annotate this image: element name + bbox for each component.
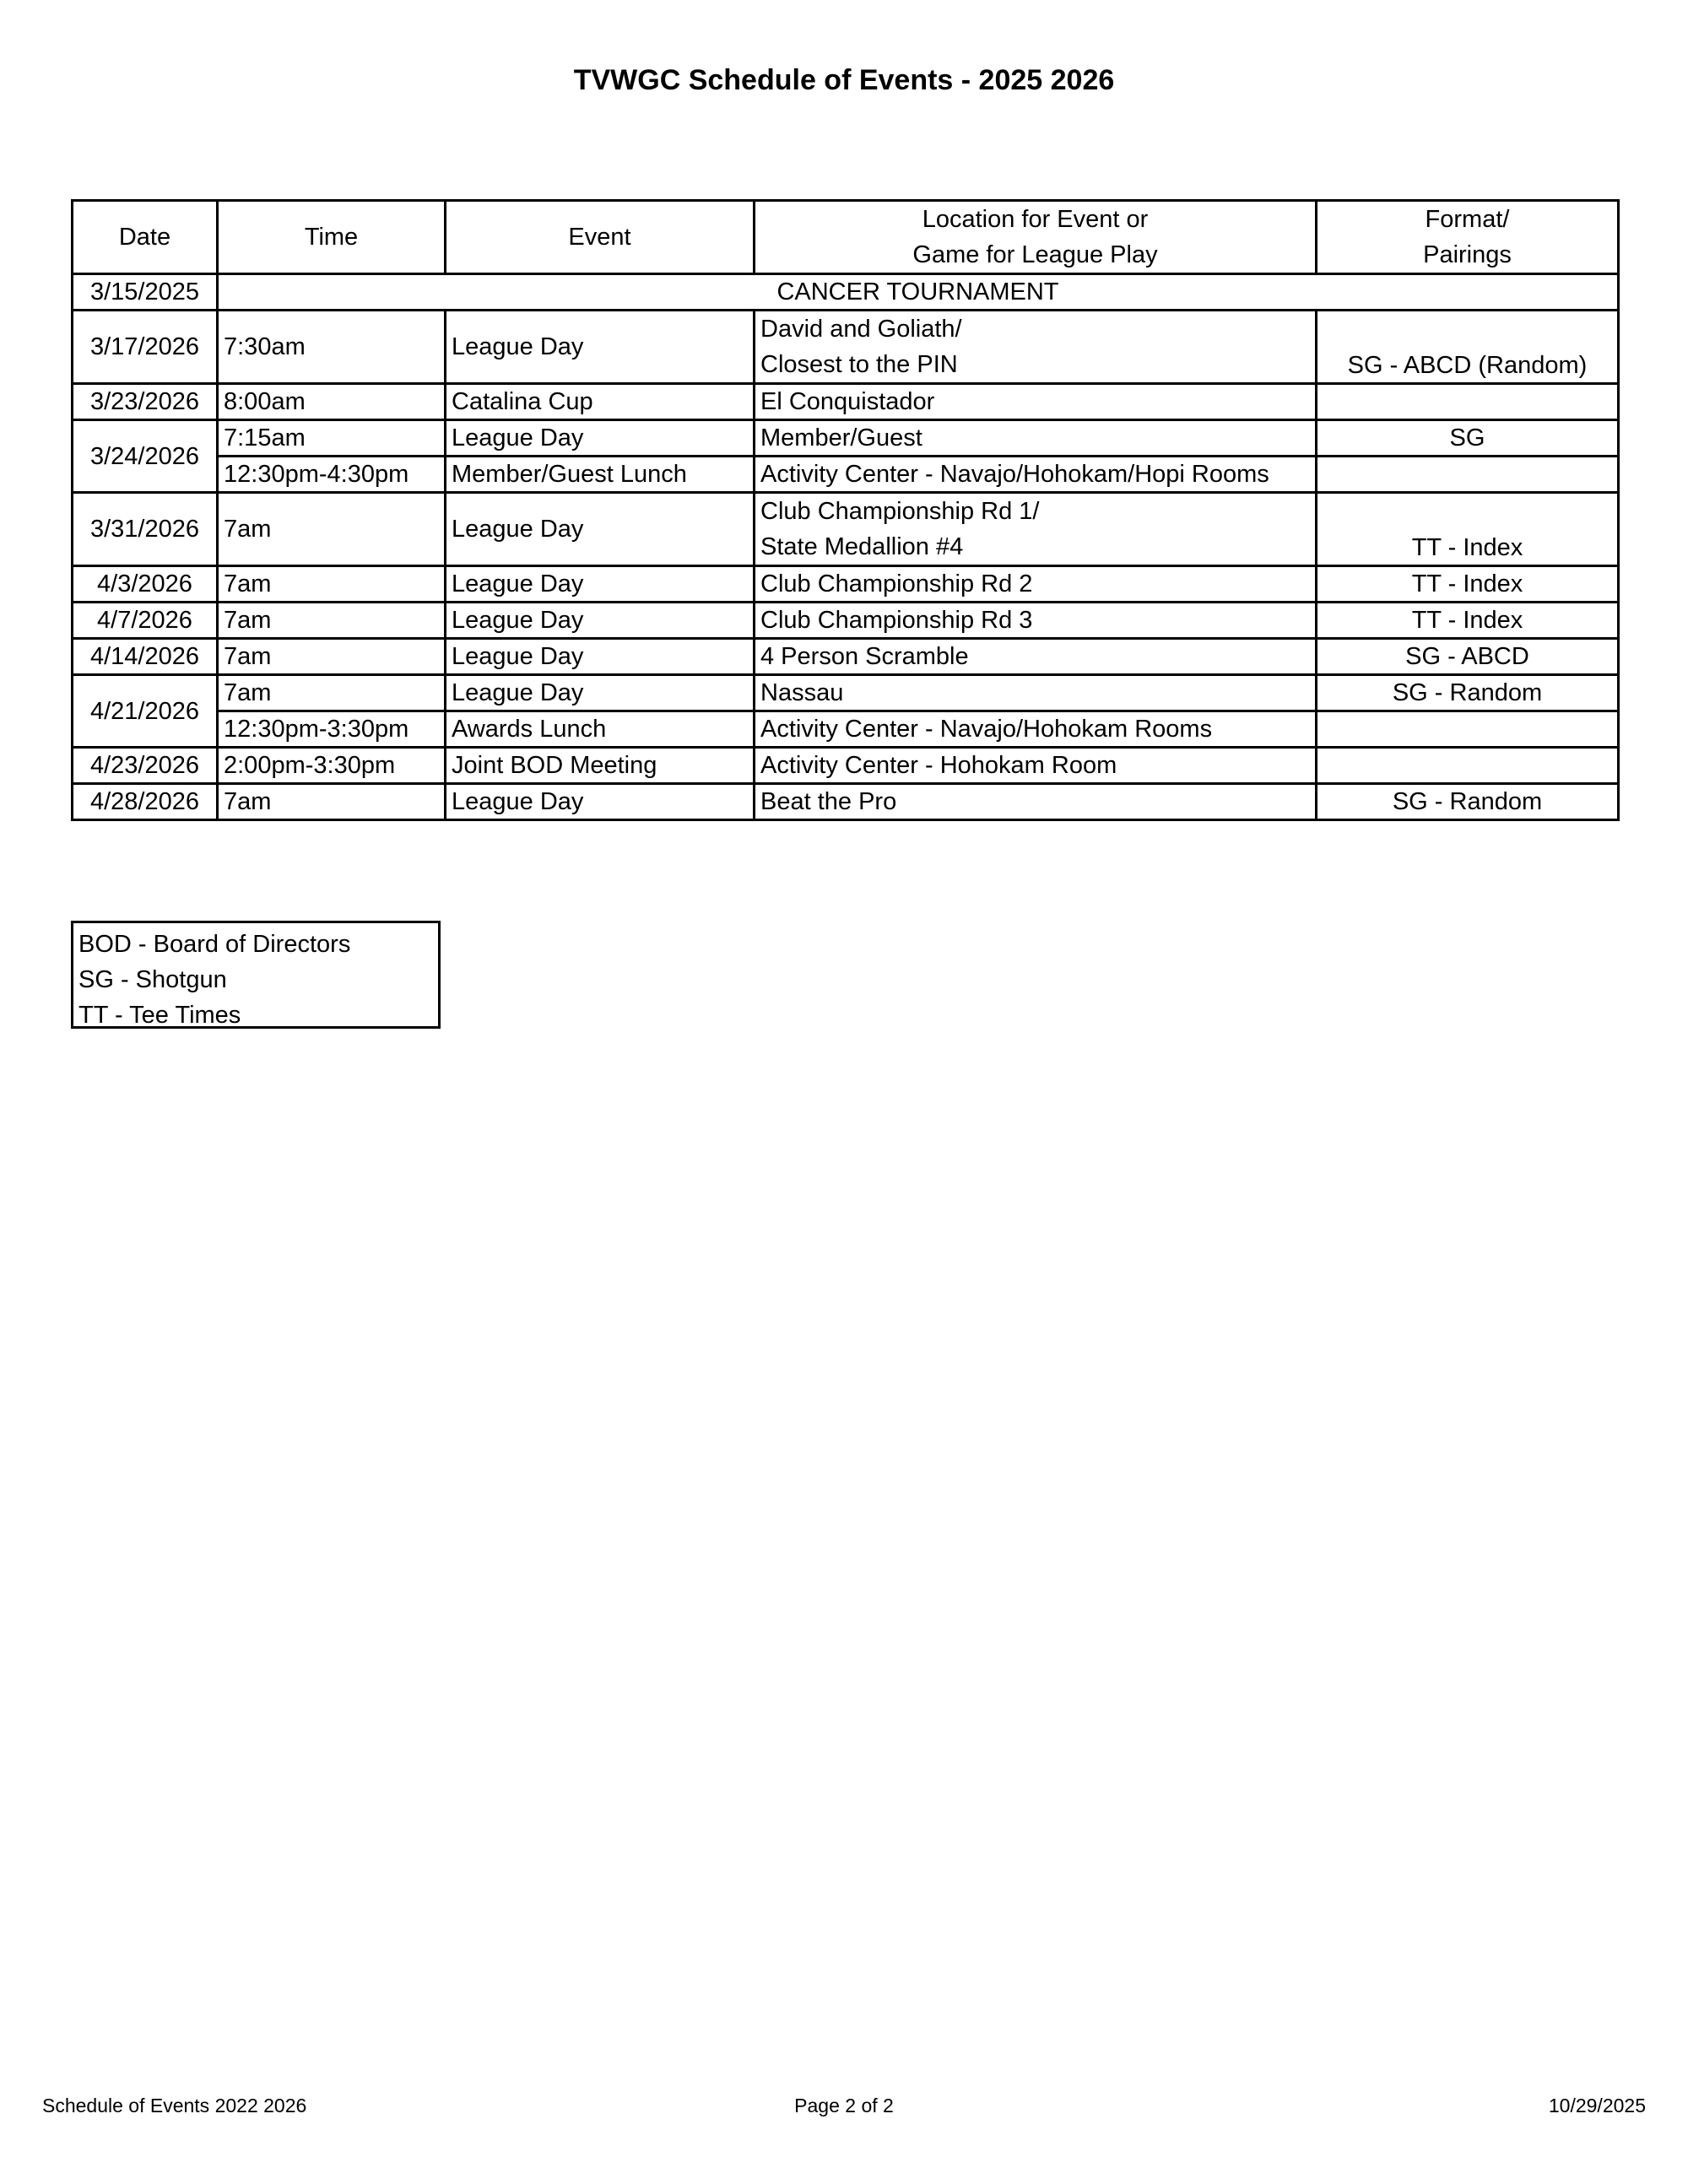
cell-format [1317, 711, 1619, 748]
legend-item: BOD - Board of Directors [78, 931, 351, 958]
table-row [73, 420, 1619, 457]
cell-event: League Day [446, 493, 755, 566]
cell-event: League Day [446, 603, 755, 639]
table-row [73, 311, 1619, 384]
cell-format: SG - Random [1317, 675, 1619, 711]
cell-format [1317, 457, 1619, 493]
cell-format: TT - Index [1317, 603, 1619, 639]
cell-time: 12:30pm-3:30pm [218, 711, 446, 748]
cell-format: SG - ABCD [1317, 639, 1619, 675]
cell-location-line-2: Closest to the PIN [760, 351, 958, 378]
header-time: Time [218, 201, 446, 274]
header-format [1317, 201, 1619, 274]
cell-format [1317, 384, 1619, 420]
legend-item: TT - Tee Times [78, 1002, 241, 1029]
cell-location: El Conquistador [755, 384, 1317, 420]
schedule-table [71, 199, 1620, 821]
table-row [73, 784, 1619, 820]
cell-time: 7am [218, 603, 446, 639]
cell-banner-event: CANCER TOURNAMENT [218, 274, 1619, 311]
cell-date: 3/17/2026 [73, 311, 218, 384]
table-row [73, 639, 1619, 675]
cell-time: 7:30am [218, 311, 446, 384]
cell-location: Activity Center - Navajo/Hohokam Rooms [755, 711, 1317, 748]
cell-event: Joint BOD Meeting [446, 748, 755, 784]
cell-time: 2:00pm-3:30pm [218, 748, 446, 784]
cell-time: 7am [218, 639, 446, 675]
cell-date: 4/7/2026 [73, 603, 218, 639]
header-location-line-1: Location for Event or [922, 206, 1149, 233]
cell-location [755, 493, 1317, 566]
table-row [73, 457, 1619, 493]
cell-format: TT - Index [1317, 493, 1619, 566]
footer-date: 10/29/2025 [1548, 2095, 1646, 2116]
header-date: Date [73, 201, 218, 274]
cell-location: Nassau [755, 675, 1317, 711]
cell-time: 7am [218, 675, 446, 711]
cell-location: Activity Center - Navajo/Hohokam/Hopi Rooms [755, 457, 1317, 493]
cell-date: 4/3/2026 [73, 566, 218, 603]
cell-date: 3/24/2026 [73, 420, 218, 493]
cell-location: Activity Center - Hohokam Room [755, 748, 1317, 784]
cell-location [755, 311, 1317, 384]
cell-time: 12:30pm-4:30pm [218, 457, 446, 493]
footer-document-name: Schedule of Events 2022 2026 [42, 2095, 307, 2116]
table-row [73, 603, 1619, 639]
cell-date: 3/31/2026 [73, 493, 218, 566]
legend-item: SG - Shotgun [78, 966, 227, 993]
cell-date: 3/15/2025 [73, 274, 218, 311]
cell-event: League Day [446, 420, 755, 457]
abbreviation-legend [71, 921, 441, 1029]
cell-format: SG - ABCD (Random) [1317, 311, 1619, 384]
cell-location: Beat the Pro [755, 784, 1317, 820]
cell-location-line-1: Club Championship Rd 1/ [760, 498, 1040, 525]
table-row [73, 274, 1619, 311]
header-format-line-2: Pairings [1423, 241, 1512, 268]
cell-event: League Day [446, 311, 755, 384]
table-row [73, 493, 1619, 566]
table-row [73, 566, 1619, 603]
cell-location: Club Championship Rd 2 [755, 566, 1317, 603]
footer-page-number: Page 2 of 2 [794, 2095, 894, 2116]
cell-location: Club Championship Rd 3 [755, 603, 1317, 639]
header-event: Event [446, 201, 755, 274]
cell-time: 7am [218, 566, 446, 603]
page-title: TVWGC Schedule of Events - 2025 2026 [573, 64, 1115, 96]
cell-location: Member/Guest [755, 420, 1317, 457]
cell-event: League Day [446, 675, 755, 711]
cell-location-line-1: David and Goliath/ [760, 316, 962, 343]
cell-date: 4/14/2026 [73, 639, 218, 675]
table-header-row [73, 201, 1619, 274]
cell-time: 7:15am [218, 420, 446, 457]
cell-date: 4/23/2026 [73, 748, 218, 784]
cell-date: 3/23/2026 [73, 384, 218, 420]
table-row [73, 675, 1619, 711]
cell-format [1317, 748, 1619, 784]
table-row [73, 384, 1619, 420]
cell-event: Catalina Cup [446, 384, 755, 420]
header-location-line-2: Game for League Play [912, 241, 1158, 268]
cell-event: League Day [446, 639, 755, 675]
cell-event: League Day [446, 566, 755, 603]
cell-location-line-2: State Medallion #4 [760, 533, 964, 560]
cell-format: TT - Index [1317, 566, 1619, 603]
cell-format: SG [1317, 420, 1619, 457]
cell-date: 4/21/2026 [73, 675, 218, 748]
cell-location: 4 Person Scramble [755, 639, 1317, 675]
cell-date: 4/28/2026 [73, 784, 218, 820]
header-location [755, 201, 1317, 274]
table-row [73, 711, 1619, 748]
header-format-line-1: Format/ [1425, 206, 1510, 233]
cell-event: Awards Lunch [446, 711, 755, 748]
cell-event: League Day [446, 784, 755, 820]
cell-time: 8:00am [218, 384, 446, 420]
cell-format: SG - Random [1317, 784, 1619, 820]
cell-time: 7am [218, 784, 446, 820]
cell-event: Member/Guest Lunch [446, 457, 755, 493]
cell-time: 7am [218, 493, 446, 566]
table-row [73, 748, 1619, 784]
